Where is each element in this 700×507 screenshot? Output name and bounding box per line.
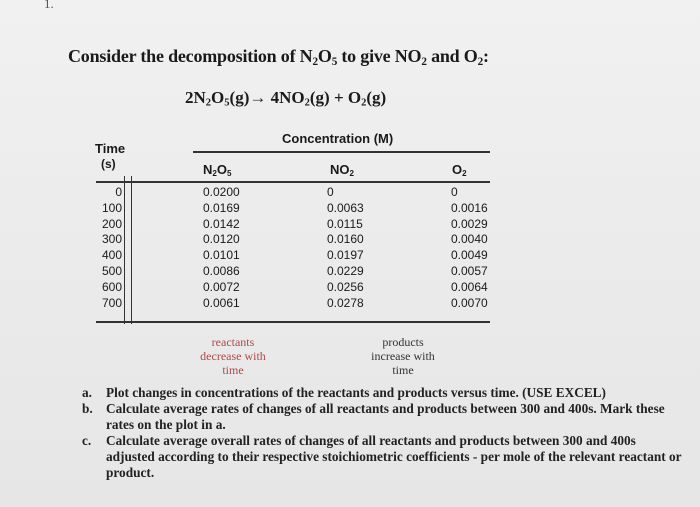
time-cell: 200 [101, 216, 122, 231]
question-number: 1. [44, 0, 54, 11]
time-column-line-2 [131, 176, 132, 324]
n2o5-cell: 0.0101 [203, 248, 240, 263]
eq-part-b: O [211, 88, 225, 107]
concentration-header: Concentration (M) [282, 131, 394, 146]
no2-cell: 0 [327, 185, 334, 199]
task-text: Calculate average overall rates of changes of all reactants and products between 300 and 400s adjusted according to their respective stoichiometric coefficients - per mole of the relevant reactant or product. [106, 433, 682, 480]
o2-letter: O [452, 162, 463, 177]
o2-cell: 0.0070 [451, 295, 488, 310]
o2-sub: 2 [462, 169, 467, 178]
n2o5-mid: O [216, 162, 227, 177]
eq-sub-1: 2 [205, 97, 212, 109]
no2-cell: 0.0115 [327, 216, 363, 231]
o2-cell: 0.0064 [451, 279, 488, 294]
task-c [82, 433, 686, 481]
n2o5-cell: 0.0086 [203, 263, 240, 278]
o2-header [452, 162, 467, 177]
time-cell: 100 [101, 200, 122, 215]
n2o5-sub-1: 2 [212, 169, 217, 178]
intro-mid-3: and O [426, 46, 478, 66]
reactants-note [178, 335, 288, 377]
o2-cell: 0.0029 [451, 216, 488, 231]
header-rule [96, 181, 490, 183]
eq-part-c: (g)→ 4NO [229, 88, 305, 107]
o2-cell: 0.0040 [451, 232, 488, 247]
o2-column [451, 185, 488, 311]
products-note-line: products [382, 335, 424, 349]
n2o5-cell: 0.0169 [203, 200, 240, 215]
no2-cell: 0.0160 [327, 232, 364, 247]
task-list [82, 385, 686, 481]
no2-letters: NO [330, 162, 350, 177]
eq-sub-2: 5 [224, 97, 230, 109]
no2-cell: 0.0063 [327, 200, 364, 215]
products-note-line: time [392, 363, 414, 377]
no2-cell: 0.0278 [327, 295, 364, 310]
table-bottom-rule [96, 321, 490, 323]
o2-cell: 0.0016 [451, 200, 488, 215]
reactants-note-line: time [222, 363, 244, 377]
reactants-note-line: decrease with [200, 349, 266, 363]
time-cell: 400 [101, 248, 122, 263]
intro-sub-3: 2 [421, 55, 427, 68]
reaction-equation [185, 88, 386, 108]
products-note-line: increase with [371, 349, 435, 363]
no2-header [330, 162, 354, 177]
question-intro [68, 46, 489, 67]
time-column [98, 185, 122, 311]
task-a [82, 385, 686, 401]
time-cell: 700 [101, 295, 122, 310]
products-note [353, 335, 453, 377]
intro-lead: Consider the decomposition of N [68, 46, 313, 66]
o2-cell: 0.0049 [451, 248, 488, 263]
n2o5-header [203, 162, 231, 177]
intro-sub-2: 5 [331, 55, 338, 68]
task-label: a. [82, 385, 92, 400]
task-label: c. [82, 433, 92, 448]
no2-cell: 0.0256 [327, 279, 364, 294]
no2-cell: 0.0229 [327, 263, 364, 278]
task-label: b. [82, 401, 93, 416]
n2o5-letter: N [203, 162, 213, 177]
task-b [82, 401, 686, 433]
o2-cell: 0 [451, 185, 458, 199]
eq-part-d: (g) + O [309, 88, 362, 107]
time-header: Time [95, 141, 126, 156]
o2-cell: 0.0057 [451, 263, 488, 278]
time-column-line-1 [124, 176, 125, 324]
eq-part-e: (g) [366, 88, 387, 107]
task-text: Plot changes in concentrations of the reactants and products versus time. (USE EXCEL) [106, 385, 606, 400]
intro-mid-2: to give NO [337, 46, 422, 66]
n2o5-cell: 0.0061 [203, 295, 240, 310]
intro-sub-1: 2 [312, 55, 318, 68]
n2o5-cell: 0.0200 [203, 185, 240, 199]
time-unit: (s) [101, 157, 116, 171]
eq-part-a: 2N [185, 88, 206, 107]
n2o5-cell: 0.0120 [203, 232, 240, 247]
n2o5-column [203, 185, 240, 311]
intro-end: : [482, 46, 489, 66]
eq-sub-3: 2 [304, 97, 310, 109]
time-cell: 300 [101, 232, 122, 247]
task-text: Calculate average rates of changes of all reactants and products between 300 and 400s. Mark these rates on the plot in a. [106, 401, 665, 432]
no2-sub: 2 [349, 169, 354, 178]
time-cell: 0 [115, 185, 122, 199]
intro-mid-1: O [317, 46, 332, 66]
no2-column [327, 185, 364, 311]
reactants-note-line: reactants [211, 335, 255, 349]
n2o5-cell: 0.0072 [203, 279, 240, 294]
time-cell: 500 [101, 263, 122, 278]
concentration-rule [193, 151, 490, 153]
eq-sub-4: 2 [361, 97, 367, 109]
intro-sub-4: 2 [477, 55, 483, 68]
n2o5-sub-2: 5 [227, 169, 232, 178]
no2-cell: 0.0197 [327, 248, 364, 263]
n2o5-cell: 0.0142 [203, 216, 240, 231]
time-cell: 600 [101, 279, 122, 294]
